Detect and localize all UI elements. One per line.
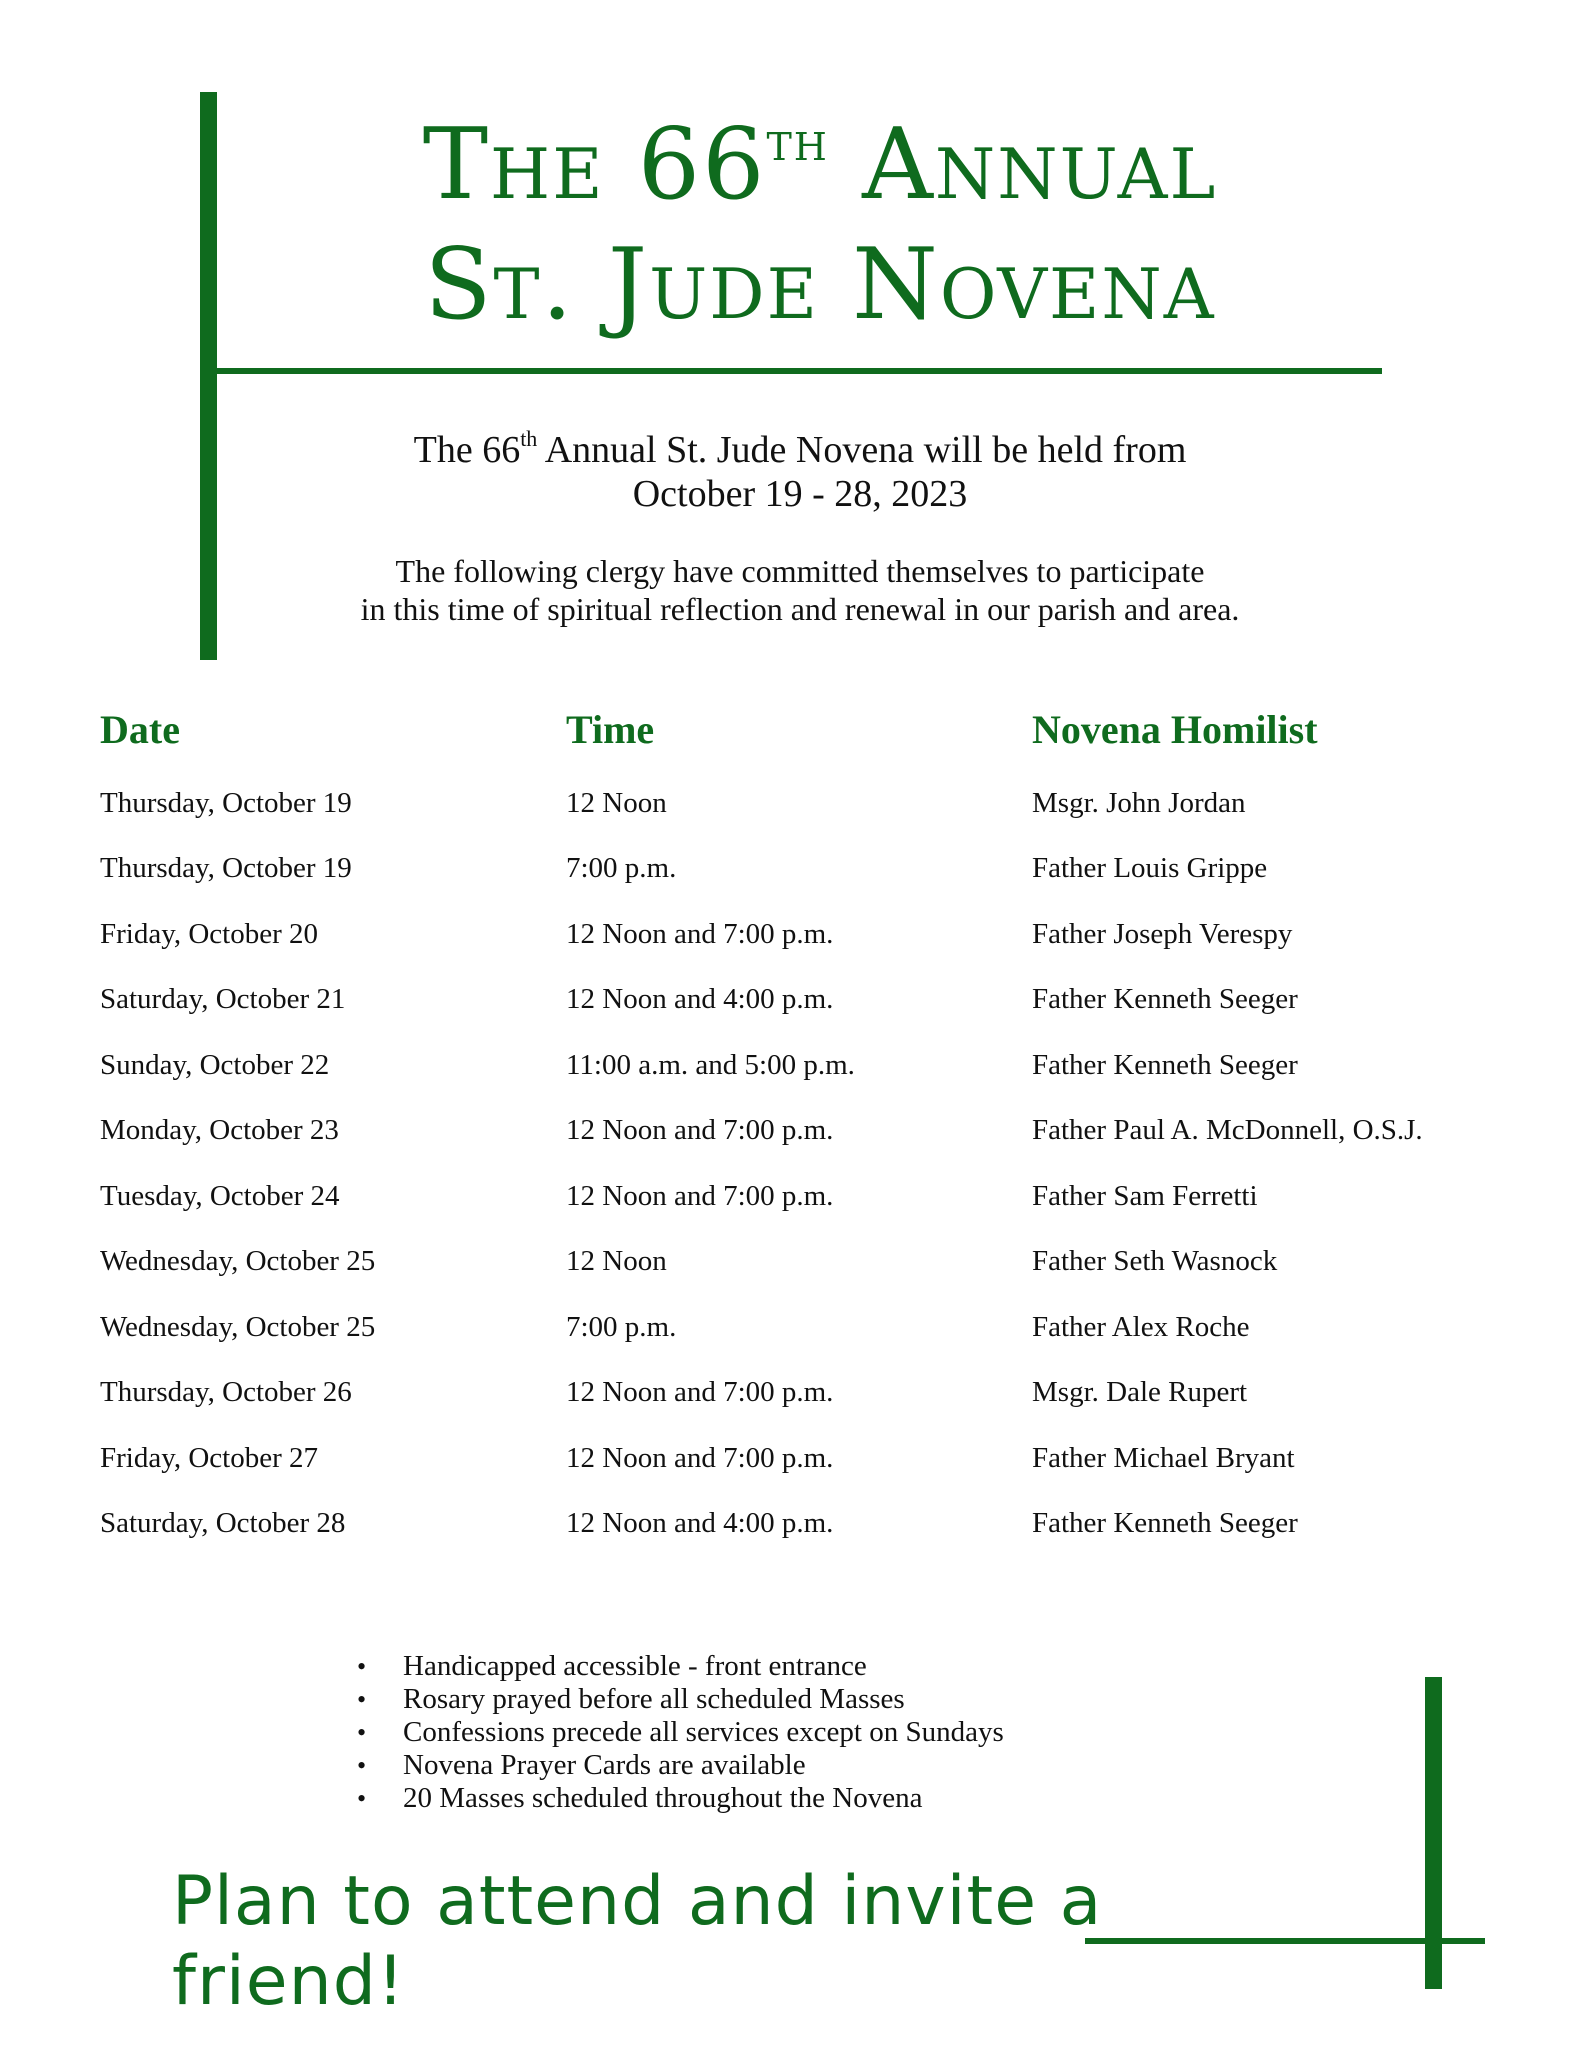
table-row xyxy=(100,1163,1500,1229)
clergy-line-1: The following clergy have committed themselves to participate xyxy=(395,553,1205,589)
intro-suffix: Annual St. Jude Novena will be held from xyxy=(537,429,1187,471)
row-date: Saturday, October 28 xyxy=(100,1507,346,1540)
intro-dates: October 19 - 28, 2023 xyxy=(632,473,968,515)
table-row xyxy=(100,1032,1500,1098)
row-date: Thursday, October 26 xyxy=(100,1376,352,1409)
row-time: 12 Noon xyxy=(566,786,667,819)
row-date: Friday, October 27 xyxy=(100,1441,318,1474)
schedule-header-row xyxy=(100,700,1500,770)
header-homilist: Novena Homilist xyxy=(1032,707,1318,752)
row-homilist: Father Paul A. McDonnell, O.S.J. xyxy=(1032,1114,1423,1147)
row-time: 12 Noon and 7:00 p.m. xyxy=(566,1376,834,1409)
row-time: 12 Noon and 7:00 p.m. xyxy=(566,1179,834,1212)
bullet-icon: • xyxy=(357,1718,367,1747)
row-homilist: Father Louis Grippe xyxy=(1032,852,1268,885)
list-item xyxy=(355,1782,1004,1815)
table-row xyxy=(100,967,1500,1033)
row-time: 12 Noon xyxy=(566,1245,667,1278)
header-date: Date xyxy=(100,707,180,752)
table-row xyxy=(100,1360,1500,1426)
table-row xyxy=(100,1491,1500,1557)
row-date: Tuesday, October 24 xyxy=(100,1179,340,1212)
row-homilist: Father Seth Wasnock xyxy=(1032,1245,1278,1278)
intro-prefix: The 66 xyxy=(413,429,521,471)
row-time: 12 Noon and 4:00 p.m. xyxy=(566,983,834,1016)
row-time: 12 Noon and 7:00 p.m. xyxy=(566,1114,834,1147)
table-row xyxy=(100,1098,1500,1164)
intro-line-1 xyxy=(250,428,1350,472)
bullet-icon: • xyxy=(357,1652,367,1681)
note-text: Novena Prayer Cards are available xyxy=(403,1749,806,1781)
list-item xyxy=(355,1716,1004,1749)
title-line-1 xyxy=(290,105,1350,225)
bullet-icon: • xyxy=(357,1685,367,1714)
note-text: Handicapped accessible - front entrance xyxy=(403,1650,867,1682)
row-homilist: Father Kenneth Seeger xyxy=(1032,1048,1298,1081)
row-time: 12 Noon and 7:00 p.m. xyxy=(566,917,834,950)
list-item xyxy=(355,1749,1004,1782)
table-row xyxy=(100,1425,1500,1491)
row-date: Wednesday, October 25 xyxy=(100,1310,376,1343)
row-date: Saturday, October 21 xyxy=(100,983,346,1016)
bullet-icon: • xyxy=(357,1751,367,1780)
row-homilist: Father Michael Bryant xyxy=(1032,1441,1295,1474)
row-time: 12 Noon and 4:00 p.m. xyxy=(566,1507,834,1540)
row-time: 7:00 p.m. xyxy=(566,852,677,885)
notes-list xyxy=(355,1650,1004,1815)
row-time: 7:00 p.m. xyxy=(566,1310,677,1343)
table-row xyxy=(100,901,1500,967)
note-text: Rosary prayed before all scheduled Masses xyxy=(403,1683,905,1715)
title-line-2: St. Jude Novena xyxy=(424,228,1216,342)
table-row xyxy=(100,836,1500,902)
table-row xyxy=(100,1229,1500,1295)
top-vertical-rule xyxy=(200,92,217,660)
title-prefix: The 66 xyxy=(422,108,767,222)
intro-superscript: th xyxy=(520,426,538,451)
list-item xyxy=(355,1650,1004,1683)
page-title xyxy=(290,105,1350,345)
note-text: Confessions precede all services except on Sundays xyxy=(403,1716,1004,1748)
row-homilist: Father Kenneth Seeger xyxy=(1032,1507,1298,1540)
closing-tagline: Plan to attend and invite a friend! xyxy=(172,1862,1103,2021)
row-homilist: Msgr. John Jordan xyxy=(1032,786,1246,819)
top-horizontal-rule xyxy=(210,368,1382,374)
bullet-icon: • xyxy=(357,1784,367,1813)
table-row xyxy=(100,770,1500,836)
note-text: 20 Masses scheduled throughout the Novena xyxy=(403,1782,923,1814)
row-date: Wednesday, October 25 xyxy=(100,1245,376,1278)
row-date: Monday, October 23 xyxy=(100,1114,339,1147)
row-homilist: Father Kenneth Seeger xyxy=(1032,983,1298,1016)
table-row xyxy=(100,1294,1500,1360)
row-time: 12 Noon and 7:00 p.m. xyxy=(566,1441,834,1474)
header-time: Time xyxy=(566,707,655,752)
intro-paragraph xyxy=(250,428,1350,516)
row-date: Sunday, October 22 xyxy=(100,1048,330,1081)
row-time: 11:00 a.m. and 5:00 p.m. xyxy=(566,1048,855,1081)
row-homilist: Msgr. Dale Rupert xyxy=(1032,1376,1248,1409)
title-superscript: th xyxy=(766,110,829,173)
row-date: Friday, October 20 xyxy=(100,917,318,950)
row-date: Thursday, October 19 xyxy=(100,852,352,885)
row-homilist: Father Sam Ferretti xyxy=(1032,1179,1258,1212)
schedule-table xyxy=(100,700,1500,1556)
title-suffix: Annual xyxy=(828,108,1218,222)
row-date: Thursday, October 19 xyxy=(100,786,352,819)
schedule-body xyxy=(100,770,1500,1556)
clergy-paragraph xyxy=(250,552,1350,628)
clergy-line-2: in this time of spiritual reflection and renewal in our parish and area. xyxy=(360,591,1240,627)
row-homilist: Father Joseph Verespy xyxy=(1032,917,1293,950)
list-item xyxy=(355,1683,1004,1716)
row-homilist: Father Alex Roche xyxy=(1032,1310,1250,1343)
